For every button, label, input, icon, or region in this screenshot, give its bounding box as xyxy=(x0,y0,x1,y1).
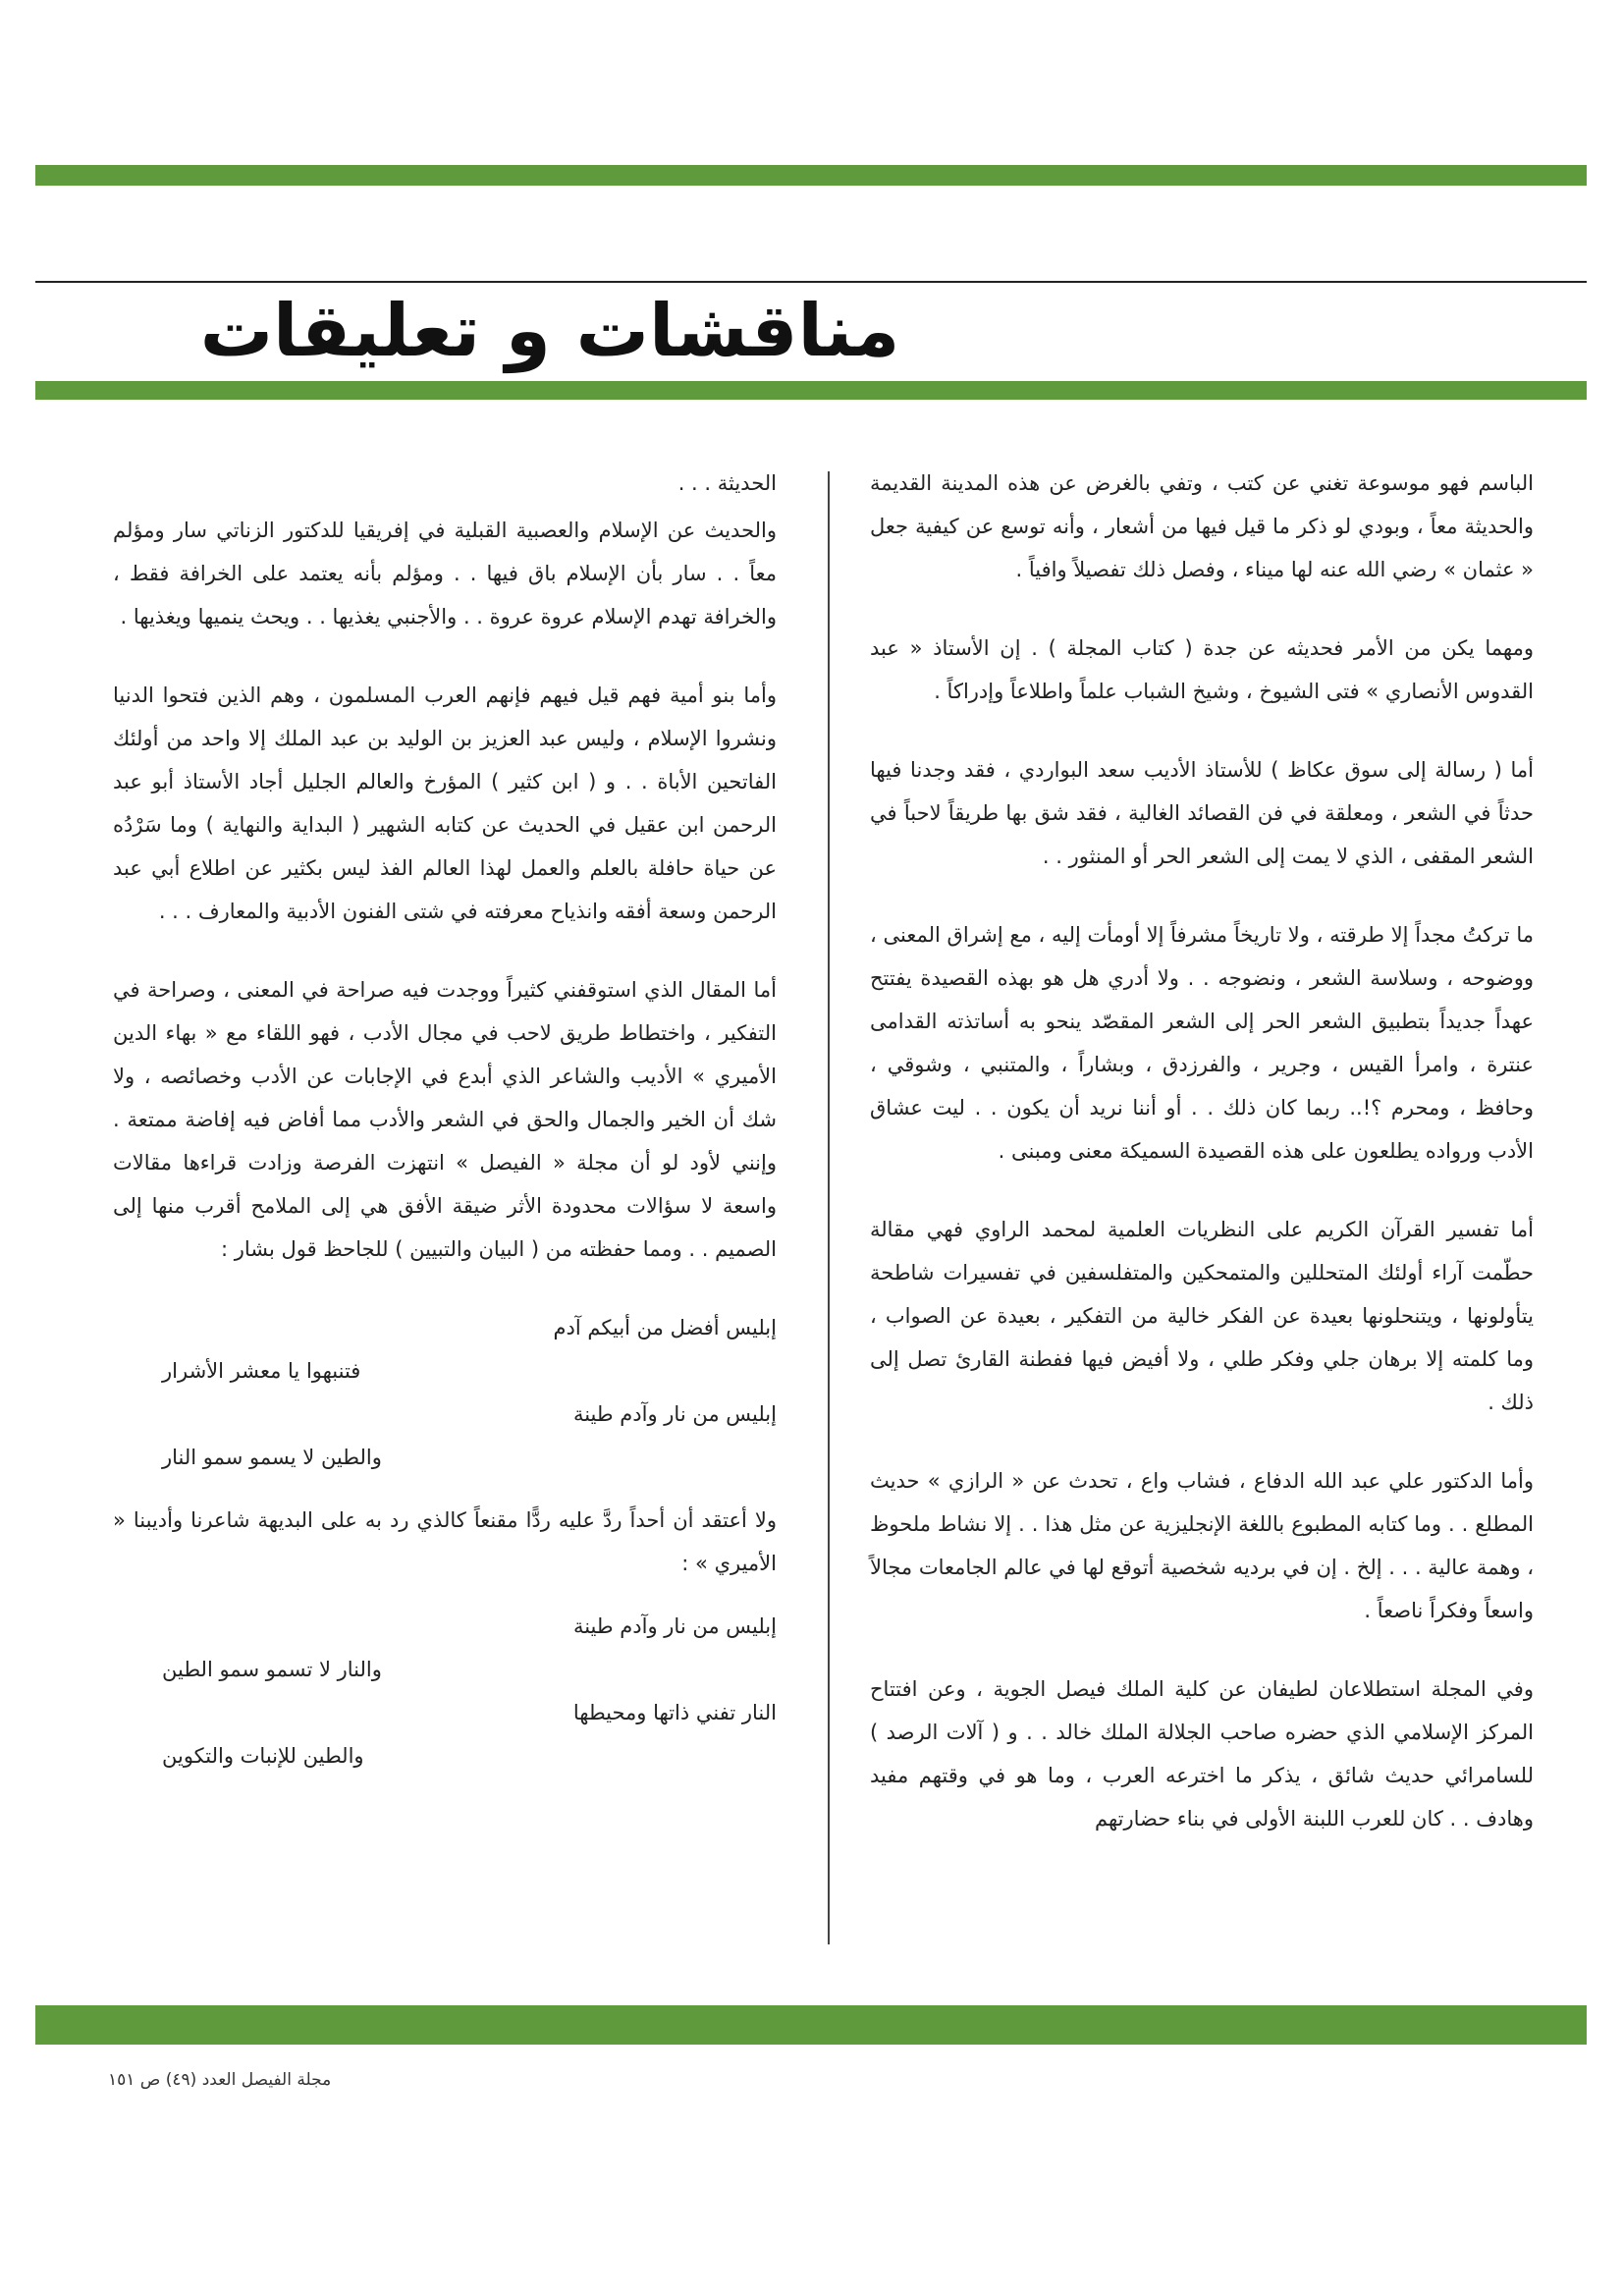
poem-verse-1 xyxy=(113,1306,777,1479)
paragraph: وأما الدكتور علي عبد الله الدفاع ، فشاب واع ، تحدث عن « الرازي » حديث المطلع . . وما كتابه المطبوع باللغة الإنجليزية عن مثل هذا . . إلا نشاط ملحوظ ، وهمة عالية . . . إلخ . إن في برديه شخصية أتوقع لها في عالم الجامعات مجالاً واسعاً وفكراً ناصعاً . xyxy=(870,1469,1534,1622)
paragraph: أما تفسير القرآن الكريم على النظريات العلمية لمحمد الراوي فهي مقالة حطّمت آراء أولئك المتحللين والمتمحكين والمتفلسفين في تفسيرات شاطحة يتأولونها ، ويتنحلونها بعيدة عن الفكر خالية من التفكير ، بعيدة عن الصواب ، وما كلمته إلا برهان جلي وفكر طلي ، ولا أفيض فيها ففطنة القارئ تصل إلى ذلك . xyxy=(870,1218,1534,1414)
page-title: مناقشات و تعليقات xyxy=(199,289,900,373)
paragraph: والحديث عن الإسلام والعصبية القبلية في إفريقيا للدكتور الزناتي سار ومؤلم معاً . . سار بأن الإسلام باق فيها . . ومؤلم بأنه يعتمد على الخرافة فقط ، والخرافة تهدم الإسلام عروة عروة . . والأجنبي يغذيها . . ويحث ينميها ويغذيها . xyxy=(113,519,777,629)
header-rule xyxy=(35,281,1587,283)
paragraph: الباسم فهو موسوعة تغني عن كتب ، وتفي بالغرض عن هذه المدينة القديمة والحديثة معاً ، وبودي لو ذكر ما قيل فيها من أشعار ، وأنه توسع عن كيفية جعل « عثمان » رضي الله عنه لها ميناء ، وفصل ذلك تفصيلاً وافياً . xyxy=(870,471,1534,581)
right-column xyxy=(870,462,1534,1876)
verse-line: والطين لا يسمو سمو النار xyxy=(162,1446,382,1469)
paragraph: ما تركتُ مجداً إلا طرقته ، ولا تاريخاً مشرفاً إلا أومأت إليه ، مع إشراق المعنى ، ووضوحه ، وسلاسة الشعر ، ونضوجه . . ولا أدري هل هو بهذه القصيدة يفتتح عهداً جديداً بتطبيق الشعر الحر إلى الشعر المقصّد ينحو به أساتذته القدامى عنترة ، وامرأ القيس ، وجرير ، والفرزدق ، وبشاراً ، والمتنبي ، وشوقي ، وحافظ ، ومحرم ؟!.. ربما كان ذلك . . أو أننا نريد أن يكون . . ليت عشاق الأدب ورواده يطلعون على هذه القصيدة السميكة معنى ومبنى . xyxy=(870,923,1534,1163)
verse-line: إبليس من نار وآدم طينة xyxy=(572,1402,777,1426)
verse-line: إبليس أفضل من أبيكم آدم xyxy=(553,1316,777,1339)
paragraph: ولا أعتقد أن أحداً ردَّ عليه ردًّا مقنعاً كالذي رد به على البديهة شاعرنا وأديبنا « الأميري » : xyxy=(113,1508,777,1575)
paragraph: الحديثة . . . xyxy=(677,471,777,495)
paragraph: ومهما يكن من الأمر فحديثه عن جدة ( كتاب المجلة ) . إن الأستاذ « عبد القدوس الأنصاري » فتى الشيوخ ، وشيخ الشباب علماً واطلاعاً وإدراكاً . xyxy=(870,636,1534,703)
paragraph: أما ( رسالة إلى سوق عكاظ ) للأستاذ الأديب سعد البواردي ، فقد وجدنا فيها حدثاً في الشعر ، ومعلقة في فن القصائد الغالية ، فقد شق بها طريقاً لاحباً في الشعر المقفى ، الذي لا يمت إلى الشعر الحر أو المنثور . . xyxy=(870,758,1534,868)
top-green-bar xyxy=(35,165,1587,186)
paragraph: وفي المجلة استطلاعان لطيفان عن كلية الملك فيصل الجوية ، وعن افتتاح المركز الإسلامي الذي حضره صاحب الجلالة الملك خالد . . و ( آلات الرصد ) للسامرائي حديث شائق ، يذكر ما اخترعه العرب ، وما هو في وقتهم مفيد وهادف . . كان للعرب اللبنة الأولى في بناء حضارتهم xyxy=(870,1677,1534,1831)
poem-verse-2 xyxy=(113,1605,777,1777)
verse-line: والنار لا تسمو سمو الطين xyxy=(162,1658,382,1681)
verse-line: النار تفني ذاتها ومحيطها xyxy=(572,1701,777,1724)
column-divider xyxy=(828,471,830,1944)
left-column xyxy=(113,462,777,1797)
verse-line: والطين للإنبات والتكوين xyxy=(162,1744,364,1768)
verse-line: إبليس من نار وآدم طينة xyxy=(572,1614,777,1638)
paragraph: أما المقال الذي استوقفني كثيراً ووجدت فيه صراحة في المعنى ، وصراحة في التفكير ، واختطاط طريق لاحب في مجال الأدب ، فهو اللقاء مع « بهاء الدين الأميري » الأديب والشاعر الذي أبدع في الإجابات عن الأدب وخصائصه ، ولا شك أن الخير والجمال والحق في الشعر والأدب مما أفاض فيه إفاضة ممتعة . وإنني لأود لو أن مجلة « الفيصل » انتهزت الفرصة وزادت قراءها مقالات واسعة لا سؤالات محدودة الأثر ضيقة الأفق هي إلى الملامح أقرب منها إلى الصميم . . ومما حفظته من ( البيان والتبيين ) للجاحظ قول بشار : xyxy=(113,978,777,1261)
title-green-bar xyxy=(35,381,1587,400)
paragraph: وأما بنو أمية فهم قيل فيهم فإنهم العرب المسلمون ، وهم الذين فتحوا الدنيا ونشروا الإسلام ، وليس عبد العزيز بن الوليد بن عبد الملك إلا واحد من أولئك الفاتحين الأباة . . و ( ابن كثير ) المؤرخ والعالم الجليل أجاد الأستاذ أبو عبد الرحمن ابن عقيل في الحديث عن كتابه الشهير ( البداية والنهاية ) وما سَرْدُه عن حياة حافلة بالعلم والعمل لهذا العالم الفذ ليس بكثير عن اطلاع أبي عبد الرحمن وسعة أفقه وانذياح معرفته في شتى الفنون الأدبية والمعارف . . . xyxy=(113,683,777,923)
page-footer: مجلة الفيصل العدد (٤٩) ص ١٥١ xyxy=(108,2070,332,2090)
verse-line: فتنبهوا يا معشر الأشرار xyxy=(162,1359,361,1383)
bottom-green-bar xyxy=(35,2005,1587,2045)
